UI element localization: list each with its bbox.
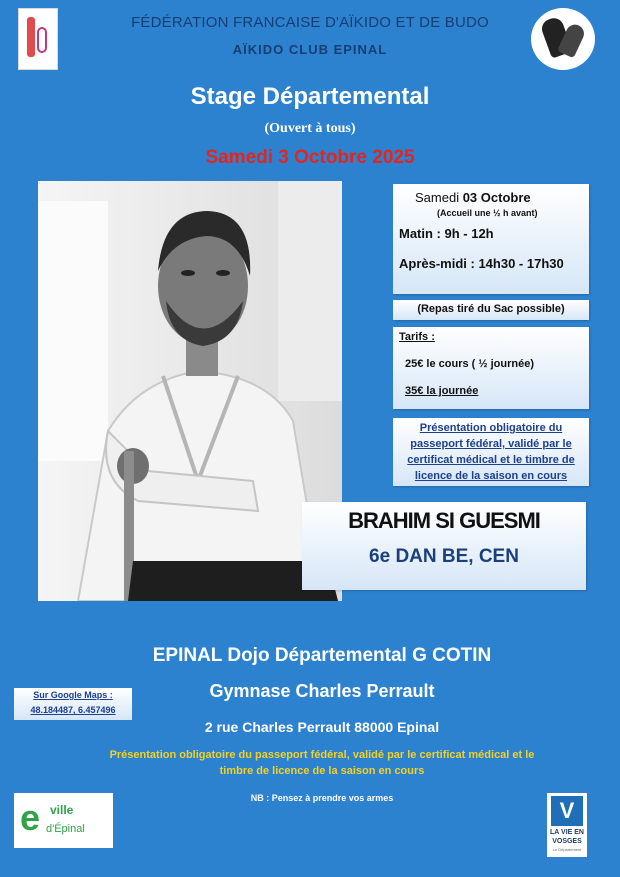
presentation-line: licence de la saison en cours <box>414 470 568 482</box>
presentation-line: passeport fédéral, validé par le <box>410 438 572 450</box>
instructor-box <box>302 502 586 590</box>
footer-presentation <box>60 747 584 779</box>
club-name: AÏKIDO CLUB EPINAL <box>232 42 388 57</box>
schedule-day-date: 03 Octobre <box>462 190 531 205</box>
vosges-line3: Le Département <box>552 847 582 852</box>
venue-dojo: EPINAL Dojo Départemental G COTIN <box>152 645 492 666</box>
vosges-line1: LA VIE EN <box>550 829 584 836</box>
schedule-day-prefix: Samedi <box>415 190 463 205</box>
presentation-text <box>393 420 589 484</box>
footer-nb: NB : Pensez à prendre vos armes <box>250 793 394 803</box>
logo-mark-secondary-icon <box>37 27 47 53</box>
google-maps-label[interactable]: Sur Google Maps : <box>33 690 113 700</box>
vosges-line2: VOSGES <box>552 838 582 845</box>
federation-logo <box>18 8 58 70</box>
instructor-photo <box>38 181 342 601</box>
footer-presentation-line: timbre de licence de la saison en cours <box>219 765 425 777</box>
repas-text: (Repas tiré du Sac possible) <box>417 303 565 315</box>
venue-address: 2 rue Charles Perrault 88000 Epinal <box>204 719 440 735</box>
schedule-morning: Matin : 9h - 12h <box>399 226 494 241</box>
ville-epinal-e-icon: e <box>20 797 41 838</box>
venue-gymnase: Gymnase Charles Perrault <box>209 681 435 701</box>
schedule-accueil: (Accueil une ½ h avant) <box>437 208 538 218</box>
instructor-name: BRAHIM SI GUESMI <box>348 508 540 533</box>
presentation-box <box>393 418 589 486</box>
vosges-logo <box>547 793 587 857</box>
tarif-cours: 25€ le cours ( ½ journée) <box>405 358 534 370</box>
ville-epinal-logo <box>14 793 113 848</box>
logo-mark-icon <box>27 17 35 57</box>
footer-presentation-line: Présentation obligatoire du passeport fédéral, validé par le certificat médical et le <box>109 749 535 761</box>
vosges-v-icon: V <box>551 796 583 826</box>
tarif-journee: 35€ la journée <box>405 385 479 397</box>
event-date: Samedi 3 Octobre 2025 <box>205 147 415 168</box>
schedule-afternoon: Après-midi : 14h30 - 17h30 <box>399 256 564 271</box>
page-title: Stage Départemental <box>190 83 430 110</box>
schedule-day <box>415 190 531 205</box>
ville-epinal-name: d'Épinal <box>46 823 85 835</box>
repas-box <box>393 300 589 320</box>
google-maps-coords[interactable]: 48.184487, 6.457496 <box>30 705 116 715</box>
google-maps-box[interactable] <box>14 688 132 720</box>
presentation-line: certificat médical et le timbre de <box>407 454 575 466</box>
instructor-photo-illustration <box>38 181 342 601</box>
instructor-grade: 6e DAN BE, CEN <box>369 546 519 567</box>
tarifs-box <box>393 327 589 409</box>
ville-epinal-ville: ville <box>50 803 74 817</box>
aikido-silhouette-logo <box>531 8 595 70</box>
page-subtitle: (Ouvert à tous) <box>264 121 356 136</box>
tarifs-label: Tarifs : <box>399 331 435 343</box>
schedule-box <box>393 184 589 294</box>
presentation-line: Présentation obligatoire du <box>419 422 563 434</box>
federation-name: FÉDÉRATION FRANCAISE D'AÏKIDO ET DE BUDO <box>131 14 489 31</box>
